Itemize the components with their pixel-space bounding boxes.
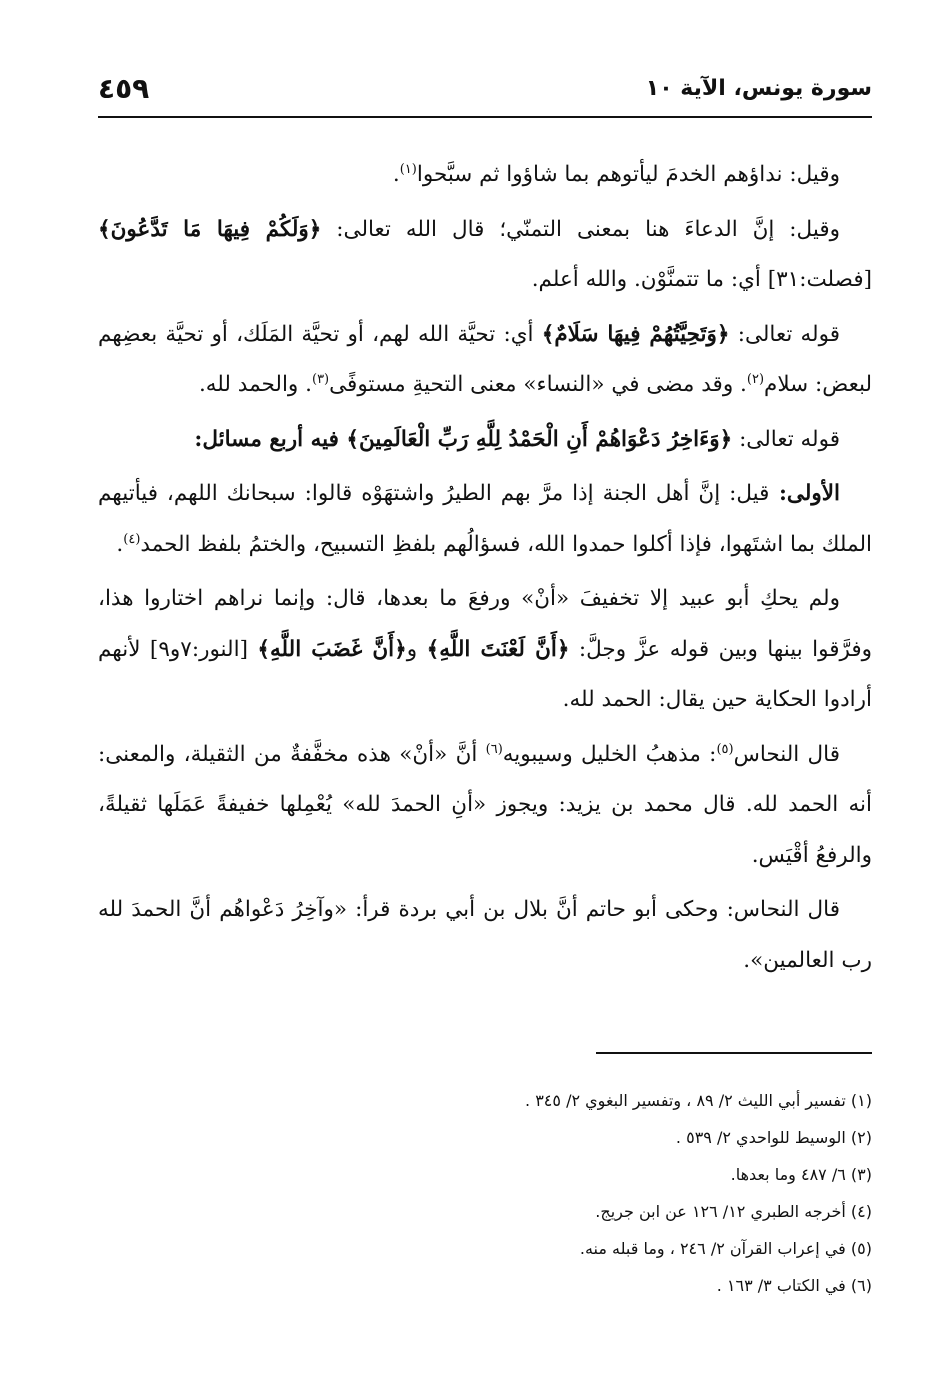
footnote-1: (١) تفسير أبي الليث ٢/ ٨٩ ، وتفسير البغوي ٢/ ٣٤٥ . (525, 1091, 872, 1110)
paragraph-text: قوله تعالى: (732, 426, 840, 452)
footnote-ref-5: (٥) (716, 741, 734, 757)
footnote-2: (٢) الوسيط للواحدي ٢/ ٥٣٩ . (675, 1128, 872, 1147)
quran-verse: ﴿وَتَحِيَّتُهُمْ فِيهَا سَلَامٌ﴾ (541, 321, 730, 347)
section-intro: فيه أربع مسائل: (194, 426, 347, 452)
running-title: سورة يونس، الآية ١٠ (645, 76, 872, 101)
paragraph-text: و (406, 636, 427, 662)
paragraph-text: أي: تحيَّة الله لهم، أو تحيَّة المَلَك، أو تحيَّة بعضِهم لبعض: سلام (98, 321, 872, 397)
main-text (98, 150, 872, 986)
paragraph-3 (98, 310, 872, 411)
issue-label: الأولى: (769, 481, 840, 506)
paragraph-6 (98, 574, 872, 726)
footnote-ref-4: (٤) (123, 531, 141, 547)
paragraph-text: . وقد مضى في «النساء» معنى التحيةِ مستوفًى (329, 372, 747, 397)
footnote-ref-2: (٢) (746, 371, 765, 387)
footnote-6: (٦) في الكتاب ٣/ ١٦٣ . (716, 1276, 872, 1295)
footnotes (98, 1082, 872, 1304)
paragraph-text: [النور:٧و٩] لأنهم أرادوا الحكاية حين يقال: الحمد لله. (98, 636, 872, 712)
paragraph-text: قوله تعالى: (729, 321, 840, 347)
paragraph-text: قال النحاس (733, 741, 841, 767)
page-header (98, 70, 872, 118)
paragraph-4 (98, 415, 872, 466)
footnote-3: (٣) ٦/ ٤٨٧ وما بعدها. (730, 1165, 872, 1184)
footnote-ref-3: (٣) (311, 371, 330, 387)
paragraph-text: . والحمد لله. (198, 372, 312, 397)
paragraph-1 (98, 150, 872, 201)
quran-verse: ﴿وَءَاخِرُ دَعْوَاهُمْ أَنِ الْحَمْدُ لِلَّهِ رَبِّ الْعَالَمِينَ﴾ (346, 426, 733, 452)
paragraph-text: [فصلت:٣١] أي: ما تتمنَّوْن. والله أعلم. (531, 267, 872, 292)
footnote-divider (596, 1052, 872, 1054)
footnote-5: (٥) في إعراب القرآن ٢/ ٢٤٦ ، وما قبله منه. (579, 1239, 872, 1258)
paragraph-7 (98, 730, 872, 882)
footnote-4: (٤) أخرجه الطبري ١٢/ ١٢٦ عن ابن جريج. (595, 1202, 872, 1221)
paragraph-text: أنَّ «أنْ» هذه مخفَّفةٌ من الثقيلة، والمعنى: أنه الحمد لله. قال محمد بن يزيد: ويجوز «أنِ الحمدَ لله» يُعْمِلها خفيفةً عَمَلَها ثقيلةً، والرفعُ أقْيَس. (98, 741, 872, 868)
paragraph-text: وقيل: نداؤهم الخدمَ ليأتوهم بما شاؤوا ثم سبَّحوا (416, 162, 840, 187)
page-number: ٤٥٩ (98, 72, 150, 105)
paragraph-end: . (392, 162, 400, 187)
quran-verse: ﴿وَلَكُمْ فِيهَا مَا تَدَّعُونَ﴾ (98, 216, 322, 242)
paragraph-text: ولم يحكِ أبو عبيد إلا تخفيفَ «أنْ» ورفعَ ما بعدها، قال: وإنما نراهم اختاروا هذا، وفرَّقوا بينها وبين قوله عزَّ وجلَّ: (98, 586, 873, 662)
paragraph-text: : مذهبُ الخليل وسيبويه (502, 741, 717, 767)
footnote-ref-6: (٦) (485, 741, 503, 757)
footnote-ref-1: (١) (399, 161, 417, 177)
quran-verse: ﴿أَنَّ غَضَبَ اللَّهِ﴾ (257, 636, 407, 662)
paragraph-2 (98, 205, 872, 306)
paragraph-end: . (116, 531, 124, 557)
paragraph-text: قيل: إنَّ أهل الجنة إذا مرَّ بهم الطيرُ واشتهَوْه قالوا: سبحانك اللهم، فيأتيهم الملك بما اشتَهوا، فإذا أكلوا حمدوا الله، فسؤالُهم بلفظِ التسبيح، والختمُ بلفظ الحمد (98, 481, 872, 557)
paragraph-text: وقيل: إنَّ الدعاءَ هنا بمعنى التمنّي؛ قال الله تعالى: (321, 216, 840, 242)
paragraph-text: قال النحاس: وحكى أبو حاتم أنَّ بلال بن أبي بردة قرأ: «وآخِرُ دَعْواهُم أنَّ الحمدَ لله رب العالمين». (98, 897, 872, 973)
paragraph-5 (98, 469, 872, 570)
paragraph-8 (98, 885, 872, 986)
quran-verse: ﴿أَنَّ لَعْنَتَ اللَّهِ﴾ (426, 636, 570, 662)
